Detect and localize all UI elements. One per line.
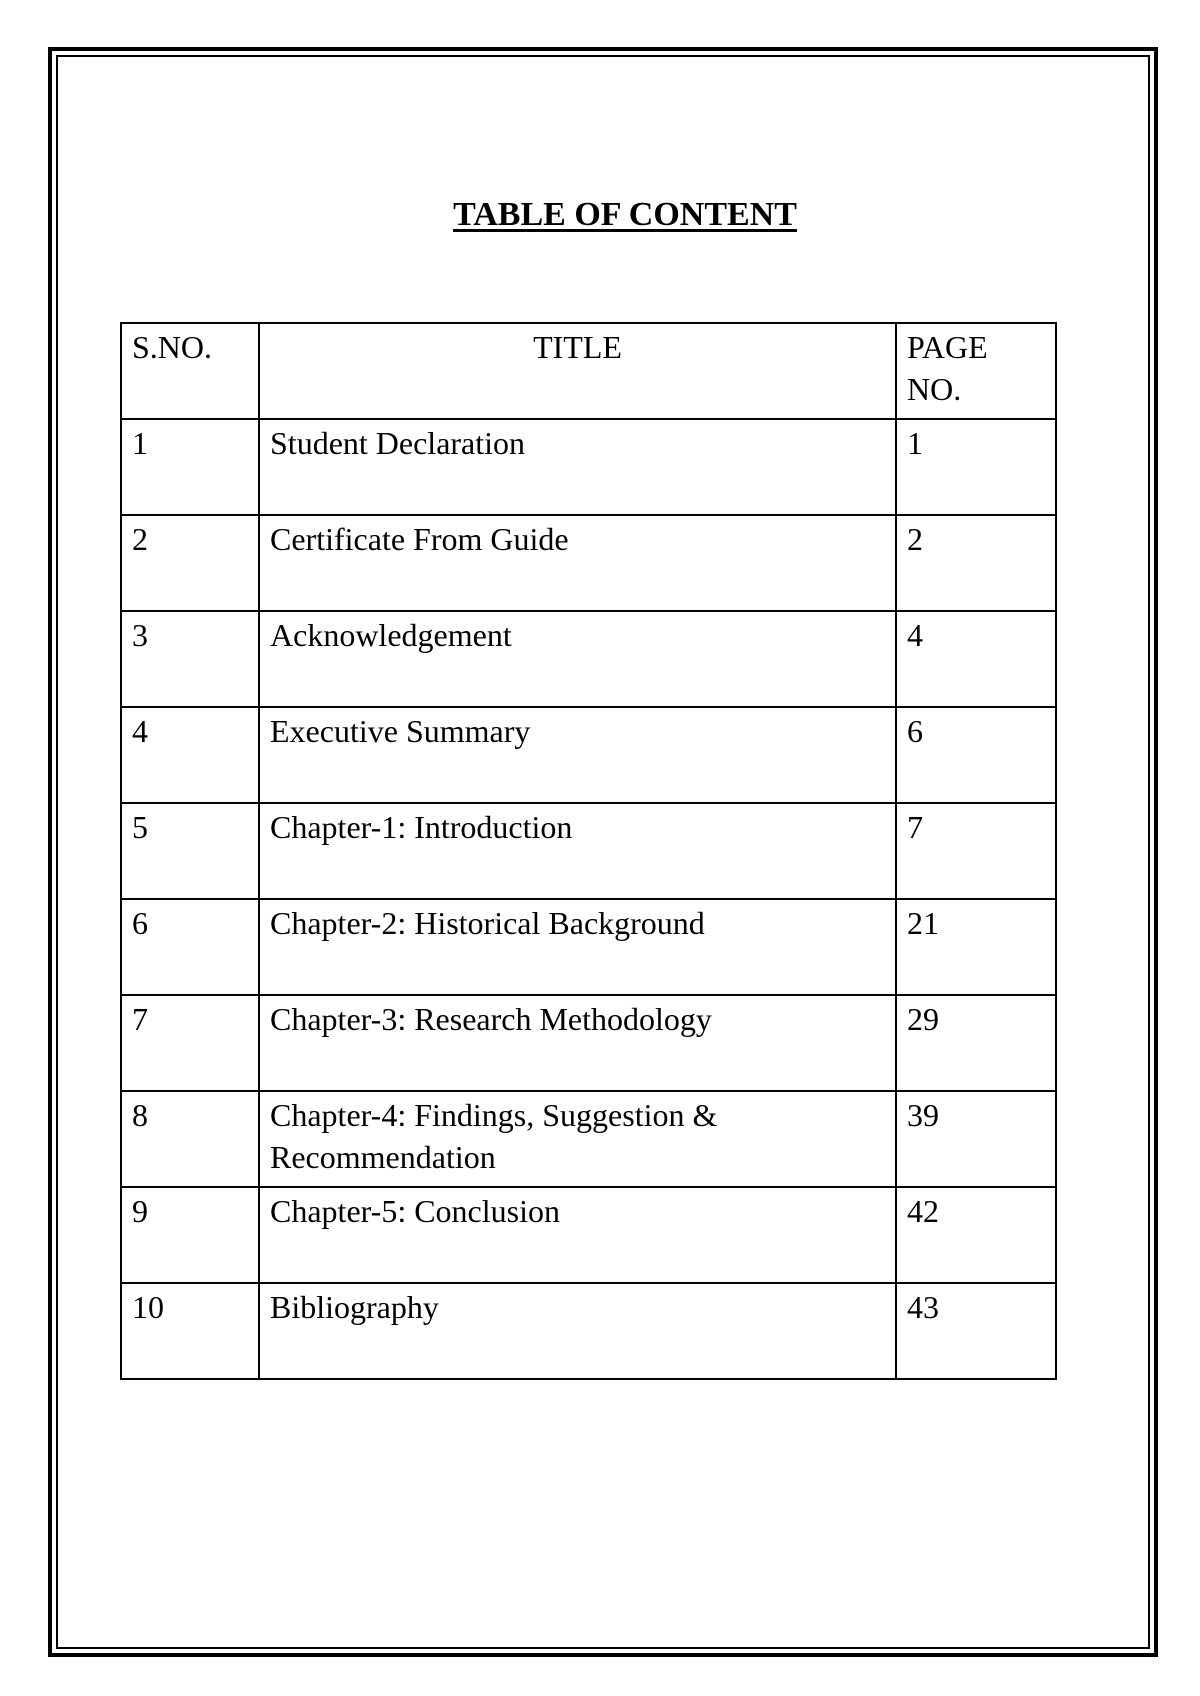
table-row [121, 611, 1056, 707]
table-row [121, 803, 1056, 899]
header-page: PAGE NO. [896, 323, 1056, 419]
row-sno: 6 [121, 899, 259, 995]
row-title: Student Declaration [259, 419, 896, 515]
row-sno: 1 [121, 419, 259, 515]
table-row [121, 1187, 1056, 1283]
table-row [121, 899, 1056, 995]
row-page: 2 [896, 515, 1056, 611]
row-page: 39 [896, 1091, 1056, 1187]
table-of-contents [120, 322, 1057, 1380]
header-title: TITLE [259, 323, 896, 419]
row-sno: 4 [121, 707, 259, 803]
table-row [121, 419, 1056, 515]
row-title: Chapter-4: Findings, Suggestion & Recommendation [259, 1091, 896, 1187]
row-title: Acknowledgement [259, 611, 896, 707]
table-header-row [121, 323, 1056, 419]
header-sno: S.NO. [121, 323, 259, 419]
row-title: Bibliography [259, 1283, 896, 1379]
row-title: Chapter-5: Conclusion [259, 1187, 896, 1283]
row-page: 21 [896, 899, 1056, 995]
row-title: Chapter-3: Research Methodology [259, 995, 896, 1091]
table-row [121, 707, 1056, 803]
row-title: Chapter-2: Historical Background [259, 899, 896, 995]
row-sno: 3 [121, 611, 259, 707]
table-row [121, 1091, 1056, 1187]
row-sno: 10 [121, 1283, 259, 1379]
row-page: 7 [896, 803, 1056, 899]
row-title: Chapter-1: Introduction [259, 803, 896, 899]
row-sno: 8 [121, 1091, 259, 1187]
table-row [121, 1283, 1056, 1379]
row-page: 29 [896, 995, 1056, 1091]
row-sno: 5 [121, 803, 259, 899]
table-row [121, 995, 1056, 1091]
page-title: TABLE OF CONTENT [453, 196, 797, 233]
row-sno: 2 [121, 515, 259, 611]
row-page: 42 [896, 1187, 1056, 1283]
row-sno: 7 [121, 995, 259, 1091]
row-title: Certificate From Guide [259, 515, 896, 611]
row-title: Executive Summary [259, 707, 896, 803]
row-page: 43 [896, 1283, 1056, 1379]
row-page: 4 [896, 611, 1056, 707]
row-page: 6 [896, 707, 1056, 803]
row-sno: 9 [121, 1187, 259, 1283]
row-page: 1 [896, 419, 1056, 515]
table-row [121, 515, 1056, 611]
